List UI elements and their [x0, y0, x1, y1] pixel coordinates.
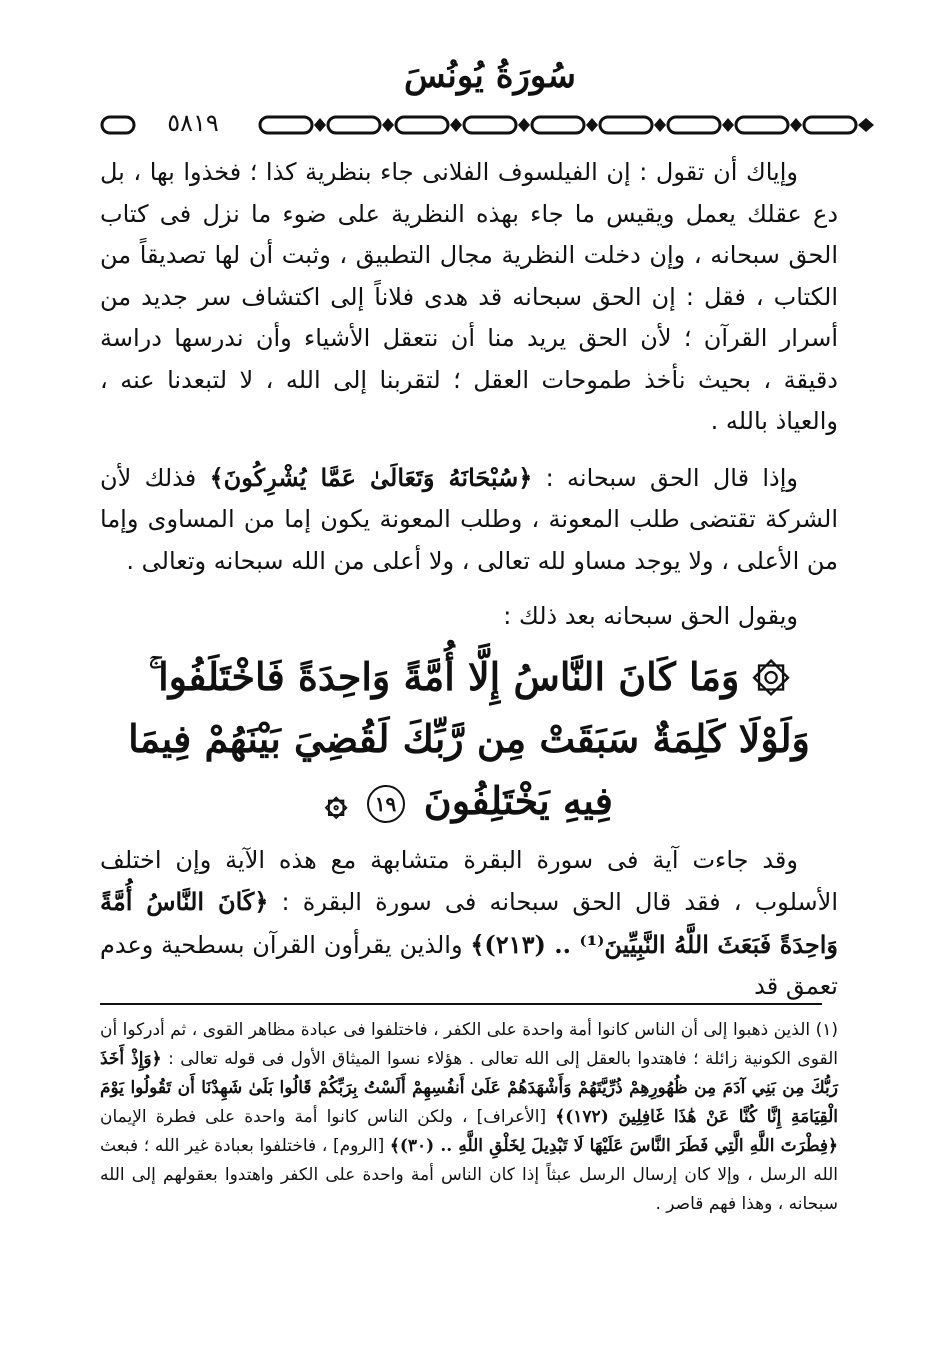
paragraph-text: وإذا قال الحق سبحانه :: [545, 463, 798, 492]
paragraph: [100, 457, 838, 583]
page-number: ٥٨١٩: [138, 108, 248, 138]
page-header: [100, 48, 880, 148]
main-text: [100, 152, 838, 1008]
paragraph: وإياك أن تقول : إن الفيلسوف الفلانى جاء بنظرية كذا ؛ فخذوا بها ، بل دع عقلك يعمل ويقيس ما جاء بهذه النظرية على ضوء ما نزل فى كتاب الحق سبحانه ، وإن دخلت النظرية مجال التطبيق ، وثبت أن لها تصديقاً من الكتاب ، فقل : إن الحق سبحانه قد هدى فلاناً إلى اكتشاف سر جديد من أسرار القرآن ؛ لأن الحق يريد منا أن نتعقل الأشياء وأن ندرسها دراسة دقيقة ، بحيث نأخذ طموحات العقل ؛ لتقربنا إلى الله ، لا لتبعدنا عنه ، والعياذ بالله .: [100, 158, 838, 435]
footnote-divider: [100, 1003, 822, 1005]
paragraph-text: والذين يقرأون القرآن بسطحية وعدم تعمق قد: [100, 930, 838, 1000]
verse-open-ornament-icon: ۞: [752, 653, 790, 699]
paragraph: [100, 840, 838, 1008]
quran-verse: [100, 646, 838, 832]
paragraph-text: وقد جاءت آية فى سورة البقرة متشابهة مع هذه الآية وإن اختلف الأسلوب ، فقد قال الحق سبحانه فى سورة البقرة :: [100, 845, 838, 916]
ayah-number: ١٩: [367, 785, 405, 823]
surah-title: سُورَةُ يُونُسَ: [404, 56, 576, 96]
footnote-line: (١) الذين ذهبوا إلى أن الناس كانوا أمة واحدة على الكفر ، فاختلفوا فى عبادة مظاهر القوى ، ثم أدركوا أن القوى الكونية زائلة ؛ فاهتدوا بالعقل إلى الله تعالى . هؤلاء نسوا الميثاق الأول فى قوله تعالى :: [100, 1020, 838, 1069]
quran-quote: ﴿سُبْحَانَهُ وَتَعَالَىٰ عَمَّا يُشْرِكُونَ﴾: [209, 462, 533, 492]
quran-quote: ﴿كَانَ النَّاسُ أُمَّةً وَاحِدَةً فَبَعَثَ اللَّهُ النَّبِيِّينَ⁽¹⁾ .. (٢١٣)﴾: [100, 887, 838, 959]
footnote-reference: [الأعراف] ، ولكن الناس كانوا أمة واحدة على فطرة الإيمان: [100, 1107, 547, 1127]
footnote: [100, 1016, 838, 1219]
paragraph-text: فذلك لأن الشركة تقتضى طلب المعونة ، وطلب المعونة يكون إما من المساوى وإما من الأعلى ، ولا يوجد مساو لله تعالى ، ولا أعلى من الله سبحانه وتعالى .: [100, 463, 838, 575]
footnote-reference: [الروم] ، فاختلفوا بعبادة غير الله ؛ فبعث الله الرسل ، وإلا كان إرسال الرسل عبثاً إذا كان الناس أمة واحدة على الكفر واهتدوا بعقولهم إلى الله سبحانه ، وهذا فهم قاصر .: [100, 1136, 838, 1214]
verse-close-ornament-icon: ۞: [325, 777, 348, 823]
footnote-quote: ﴿فِطْرَتَ اللَّهِ الَّتِي فَطَرَ النَّاسَ عَلَيْهَا لَا تَبْدِيلَ لِخَلْقِ اللَّهِ .. (٣٠)﴾: [389, 1136, 838, 1156]
footnote-text: [100, 1016, 838, 1219]
footnote-quote: ﴿وَإِذْ أَخَذَ رَبُّكَ مِن بَنِي آدَمَ مِن ظُهُورِهِمْ ذُرِّيَّتَهُمْ وَأَشْهَدَهُمْ عَلَىٰ أَنفُسِهِمْ أَلَسْتُ بِرَبِّكُمْ قَالُوا بَلَىٰ شَهِدْنَا أَن تَقُولُوا يَوْمَ الْقِيَامَةِ إِنَّا كُنَّا عَنْ هَٰذَا غَافِلِينَ (١٧٢)﴾: [100, 1049, 838, 1127]
verse-text: وَمَا كَانَ النَّاسُ إِلَّا أُمَّةً وَاحِدَةً فَاخْتَلَفُوا ۚ وَلَوْلَا كَلِمَةٌ سَبَقَتْ مِن رَّبِّكَ لَقُضِيَ بَيْنَهُمْ فِيمَا فِيهِ يَخْتَلِفُونَ: [128, 653, 810, 823]
paragraph: ويقول الحق سبحانه بعد ذلك :: [503, 602, 798, 630]
